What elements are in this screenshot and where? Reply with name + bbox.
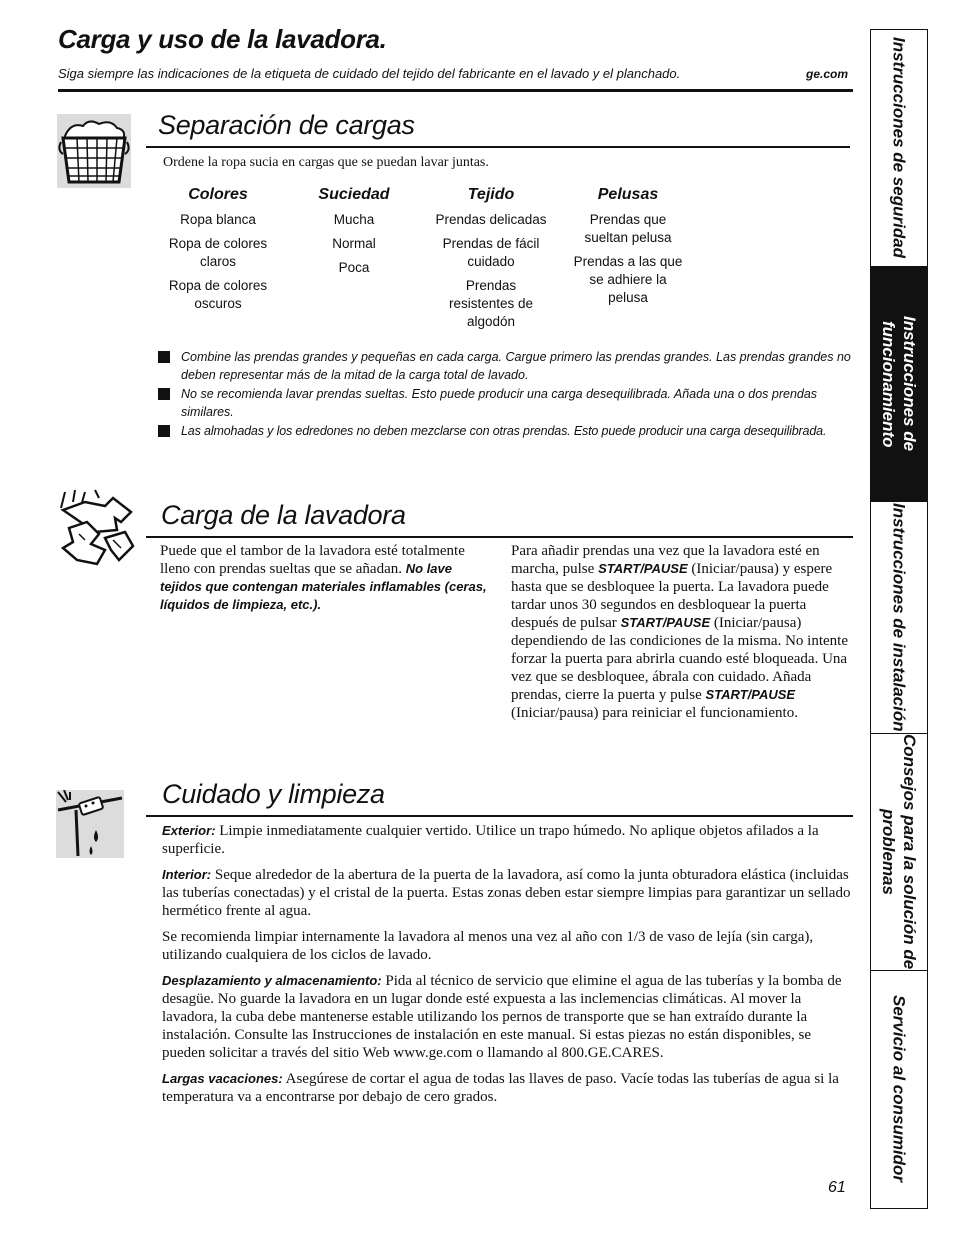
moving-paragraph (162, 972, 854, 1062)
list-item: Poca (338, 260, 370, 275)
site-link[interactable]: ge.com (806, 67, 849, 81)
bullet-text: Combine las prendas grandes y pequeñas en cada carga. Cargue primero las prendas grandes. Las prendas grandes no deben representar más de la mitad de la carga total de lavado. (181, 350, 851, 382)
list-item: Ropa de colores oscuros (168, 278, 268, 311)
loading-left-intro: Puede que el tambor de la lavadora esté totalmente lleno con prendas sueltas que se añadan. (160, 543, 465, 577)
page-subtitle: Siga siempre las indicaciones de la etiqueta de cuidado del tejido del fabricante en el lavado y el planchado. (58, 66, 681, 81)
flammable-warning: No lave tejidos que contengan materiales inflamables (ceras, líquidos de limpieza, etc.). (160, 561, 487, 612)
vacation-label: Largas vacaciones: (162, 1071, 283, 1086)
section-divider (146, 146, 850, 148)
wait-unlock-text: (Iniciar/pausa) y espere hasta que se desbloquee la puerta. La lavadora puede tardar unos 30 segundos en desbloquear la puerta después de pulsar (511, 561, 833, 631)
list-item: Ropa blanca (180, 212, 256, 227)
interior-paragraph (162, 866, 854, 920)
page-number: 61 (828, 1179, 846, 1196)
column-header: Pelusas (597, 186, 659, 203)
list-item: Mucha (333, 212, 375, 227)
list-item: Prendas que sueltan pelusa (584, 212, 672, 245)
tips-list (158, 348, 853, 441)
section-heading-sorting: Separación de cargas (158, 110, 415, 140)
start-pause-label: START/PAUSE (598, 561, 688, 576)
cleaning-sponge-icon (56, 790, 124, 858)
tab-label: Instrucciones de instalación (889, 503, 909, 732)
column-header: Suciedad (318, 186, 390, 203)
exterior-label: Exterior: (162, 823, 216, 838)
column-header: Tejido (467, 186, 515, 203)
tab-troubleshooting[interactable] (871, 734, 927, 971)
bullet-text: No se recomienda lavar prendas sueltas. Esto puede producir una carga desequilibrada. Añada una o dos prendas similares. (181, 387, 818, 419)
list-item: Prendas delicadas (435, 212, 547, 227)
tab-label: Consejos para la solución de problemas (879, 734, 919, 970)
tab-consumer-service[interactable] (871, 971, 927, 1207)
care-text (162, 822, 854, 1114)
section-divider (146, 815, 853, 817)
list-item: Normal (332, 236, 376, 251)
moving-label: Desplazamiento y almacenamiento: (162, 973, 382, 988)
interior-text: Seque alrededor de la abertura de la puerta de la lavadora, así como la junta obturadora elástica (incluidas las tuberías conectadas) y el cristal de la puerta. Estas zonas deben estar siempre limpias para garantizar un sellado hermético frente al agua. (162, 867, 851, 919)
tab-safety[interactable] (871, 30, 927, 267)
loading-left-text (160, 542, 495, 614)
list-item (158, 385, 853, 421)
column-colores (160, 186, 276, 319)
header-divider (58, 89, 853, 92)
list-item (158, 348, 853, 384)
sorting-intro: Ordene la ropa sucia en cargas que se puedan lavar juntas. (163, 155, 489, 170)
vacation-text: Asegúrese de cortar el agua de todas las llaves de paso. Vacíe todas las tuberías de agua si la temperatura va a encontrarse por debajo de cero grados. (162, 1071, 839, 1105)
section-heading-care: Cuidado y limpieza (162, 779, 385, 809)
tab-installation[interactable] (871, 502, 927, 734)
tab-label: Instrucciones de seguridad (889, 37, 909, 259)
list-item: Prendas a las que se adhiere la pelusa (573, 254, 683, 305)
loading-right-text (511, 542, 853, 722)
bullet-square-icon (158, 351, 170, 363)
bullet-text: Las almohadas y los edredones no deben mezclarse con otras prendas. Esto puede producir una carga desequilibrada. (181, 424, 827, 438)
do-not-force-text: (Iniciar/pausa) dependiendo de las condiciones de la misma. No intente forzar la puerta para abrirla cuando esté bloqueada. Una vez que se desbloquee, ábrala con cuidado. Añada prendas, cierre la puerta y pulse (511, 615, 848, 703)
column-suciedad (298, 186, 410, 283)
exterior-text: Limpie inmediatamente cualquier vertido. Utilice un trapo húmedo. No aplique objetos afilados a la superficie. (162, 823, 819, 857)
list-item (158, 422, 853, 440)
start-pause-label: START/PAUSE (620, 615, 711, 630)
start-pause-label: START/PAUSE (705, 687, 796, 702)
section-heading-loading: Carga de la lavadora (161, 500, 406, 530)
column-tejido (424, 186, 558, 337)
exterior-paragraph (162, 822, 854, 858)
bullet-square-icon (158, 425, 170, 437)
bleach-paragraph: Se recomienda limpiar internamente la lavadora al menos una vez al año con 1/3 de vaso de lejía (sin carga), utilizando cualquiera de los ciclos de lavado. (162, 929, 814, 963)
moving-text: Pida al técnico de servicio que elimine el agua de las tuberías y la bomba de desagüe. No guarde la lavadora en un lugar donde esté expuesta a las inclemencias climáticas. Al mover la lavadora, la cuba debe mantenerse estable utilizando los pernos de transporte que se han extraído durante la instalación. Consulte las Instrucciones de instalación en este manual. Si estas piezas no están disponibles, se pueden solicitar a través del sitio Web www.ge.com o llamando al 800.GE.CARES. (162, 973, 842, 1061)
falling-clothes-icon (55, 488, 135, 568)
bullet-square-icon (158, 388, 170, 400)
laundry-basket-icon (57, 114, 131, 188)
tab-label: Servicio al consumidor (889, 995, 909, 1183)
list-item: Prendas de fácil cuidado (442, 236, 540, 269)
page-title: Carga y uso de la lavadora. (58, 24, 387, 54)
add-items-text: Para añadir prendas una vez que la lavadora esté en marcha, pulse (511, 543, 820, 577)
interior-label: Interior: (162, 867, 212, 882)
tab-operating[interactable] (871, 267, 927, 502)
vacation-paragraph (162, 1070, 854, 1106)
column-pelusas (566, 186, 690, 313)
section-tabs (870, 29, 928, 1209)
section-divider (146, 536, 853, 538)
restart-text: (Iniciar/pausa) para reiniciar el funcionamiento. (511, 705, 798, 721)
column-header: Colores (188, 186, 248, 203)
list-item: Prendas resistentes de algodón (448, 278, 534, 329)
tab-label: Instrucciones de funcionamiento (879, 316, 919, 452)
list-item: Ropa de colores claros (168, 236, 268, 269)
